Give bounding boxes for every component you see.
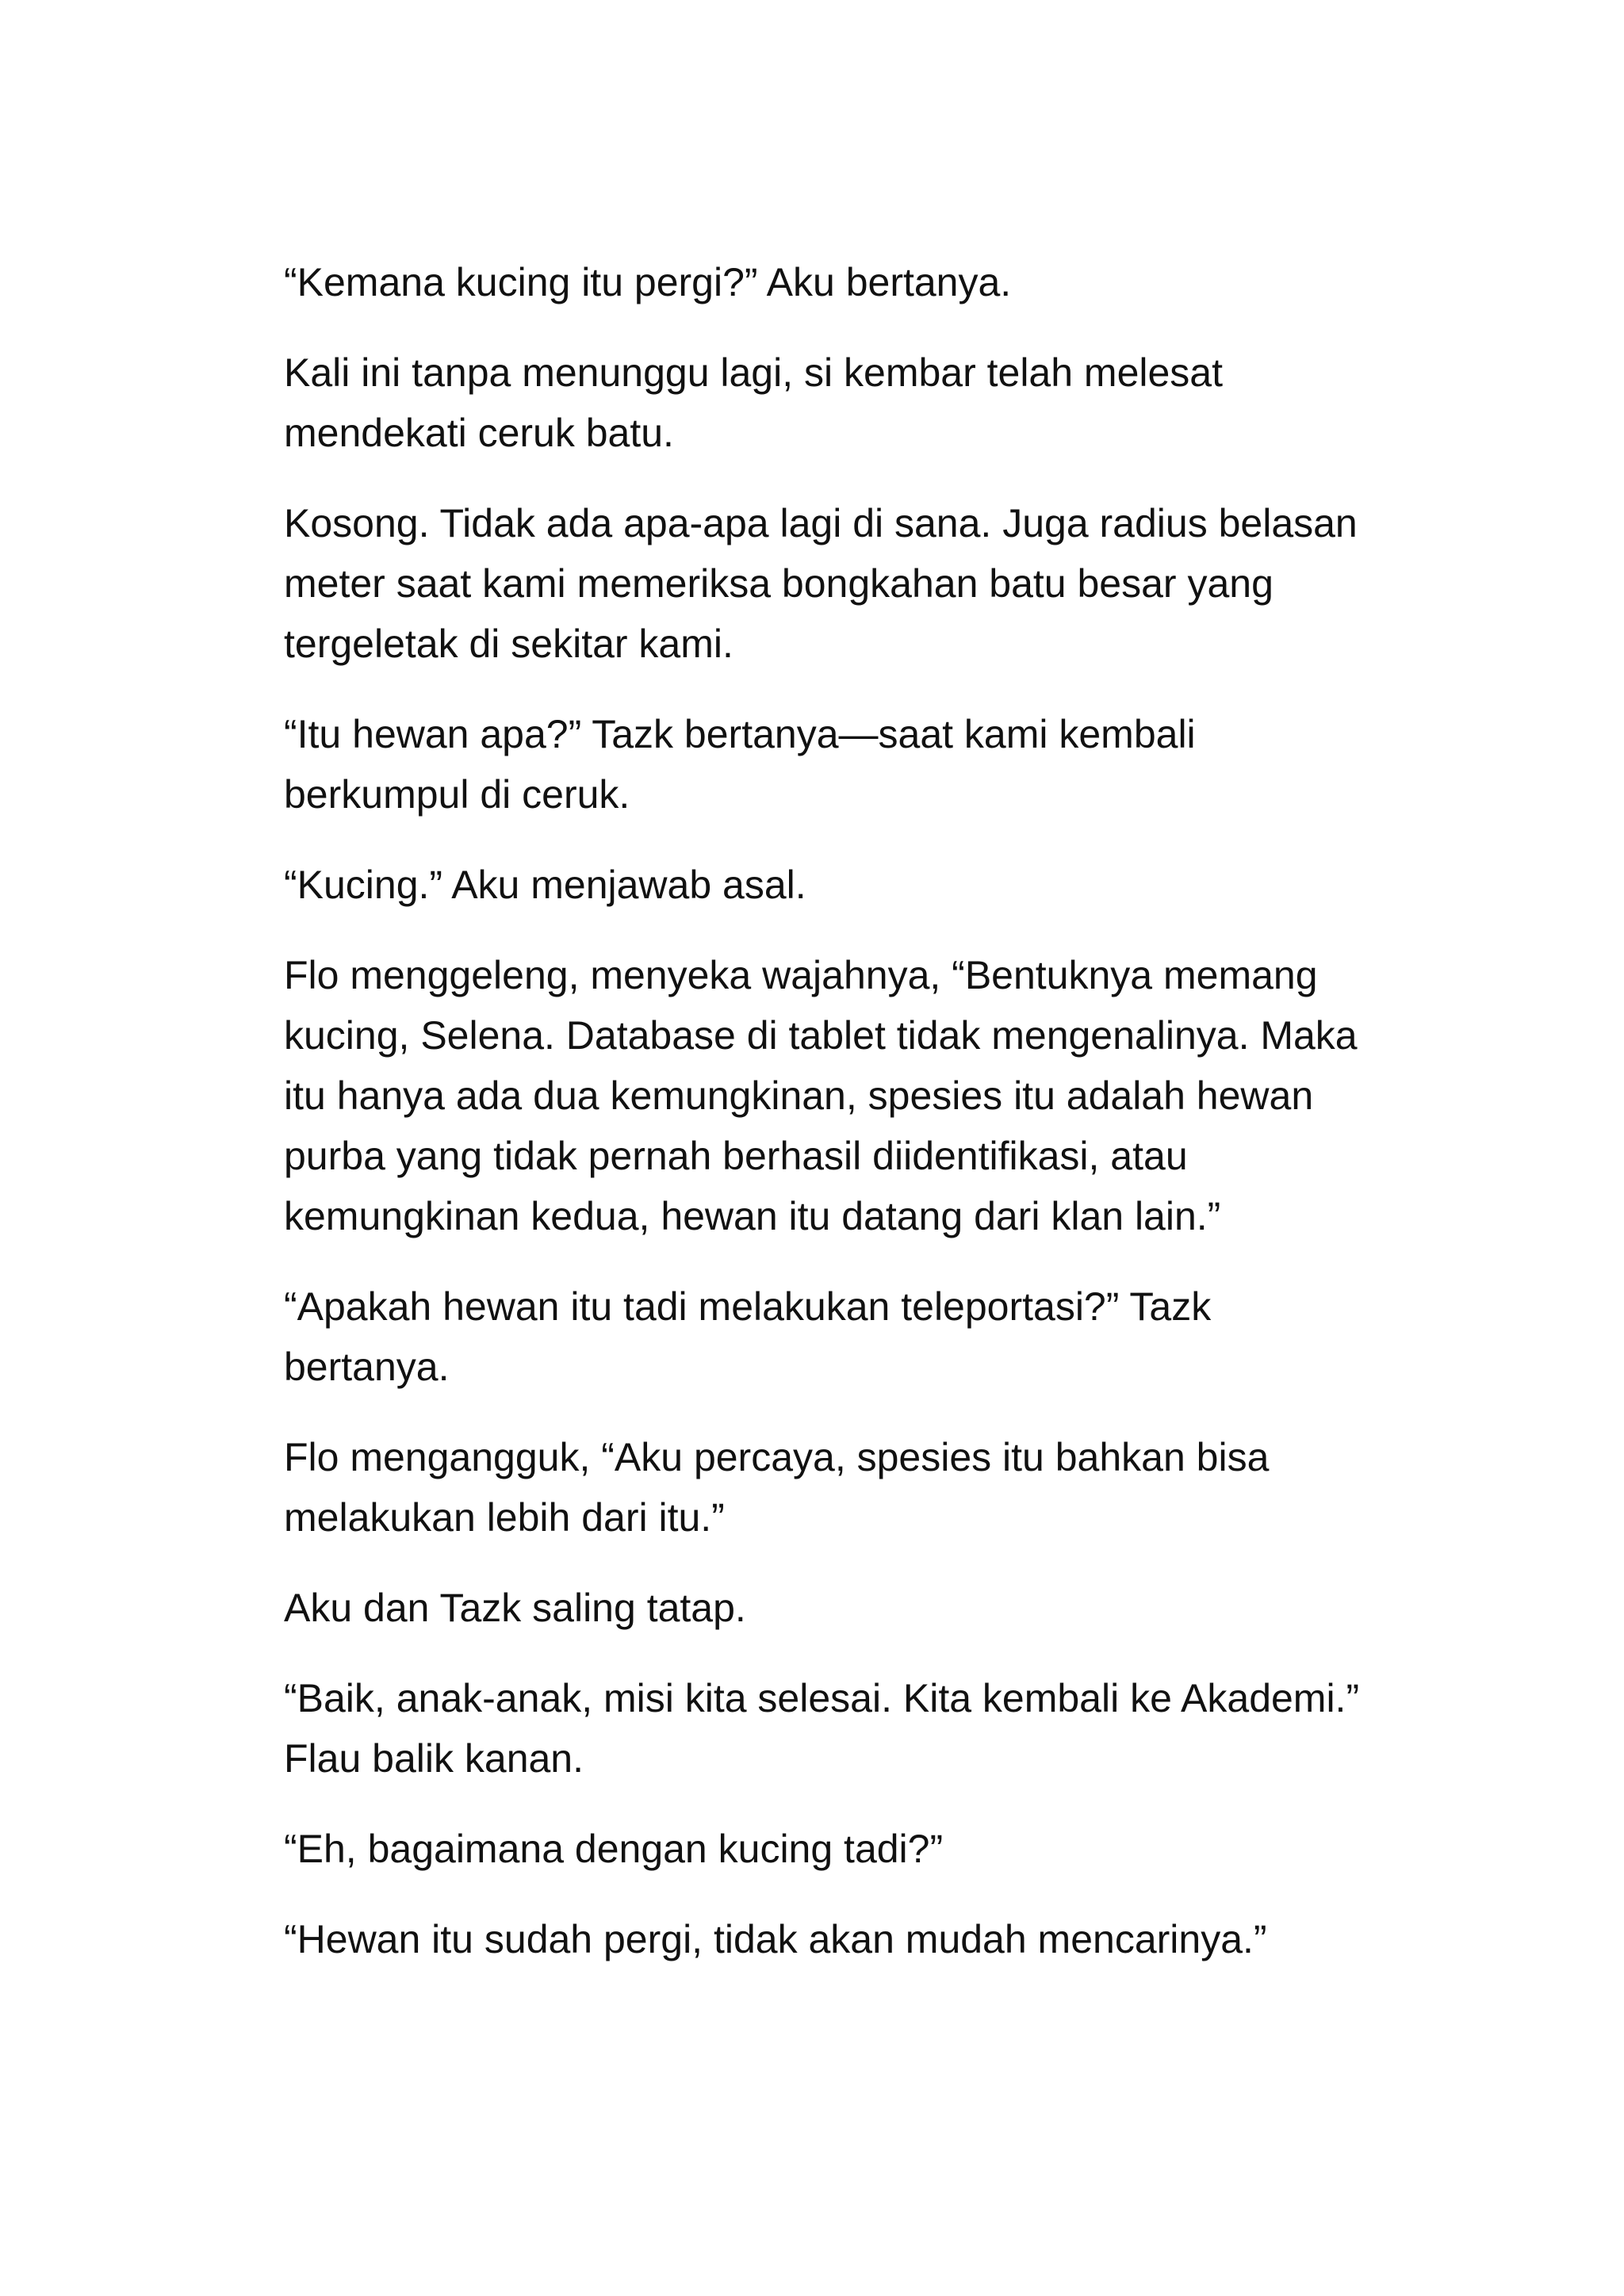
paragraph-12: “Hewan itu sudah pergi, tidak akan mudah mencarinya.” <box>284 1917 1267 1961</box>
story-text <box>284 252 1362 1999</box>
paragraph-11: “Eh, bagaimana dengan kucing tadi?” <box>284 1827 944 1871</box>
paragraph-4: “Itu hewan apa?” Tazk bertanya—saat kami kembali berkumpul di ceruk. <box>284 712 1196 817</box>
paragraph-9: Aku dan Tazk saling tatap. <box>284 1586 746 1630</box>
paragraph-2: Kali ini tanpa menunggu lagi, si kembar telah melesat mendekati ceruk batu. <box>284 350 1224 455</box>
paragraph-8: Flo mengangguk, “Aku percaya, spesies itu bahkan bisa melakukan lebih dari itu.” <box>284 1435 1270 1540</box>
paragraph-7: “Apakah hewan itu tadi melakukan teleportasi?” Tazk bertanya. <box>284 1284 1212 1389</box>
paragraph-1: “Kemana kucing itu pergi?” Aku bertanya. <box>284 260 1012 304</box>
paragraph-5: “Kucing.” Aku menjawab asal. <box>284 863 806 907</box>
paragraph-3: Kosong. Tidak ada apa-apa lagi di sana. Juga radius belasan meter saat kami memeriksa bongkahan batu besar yang tergeletak di sekitar kami. <box>284 501 1358 666</box>
paragraph-10: “Baik, anak-anak, misi kita selesai. Kita kembali ke Akademi.” Flau balik kanan. <box>284 1676 1360 1781</box>
paragraph-6: Flo menggeleng, menyeka wajahnya, “Bentuknya memang kucing, Selena. Database di tablet tidak mengenalinya. Maka itu hanya ada dua kemungkinan, spesies itu adalah hewan purba yang tidak pernah berhasil diidentifikasi, atau kemungkinan kedua, hewan itu datang dari klan lain.” <box>284 953 1358 1238</box>
